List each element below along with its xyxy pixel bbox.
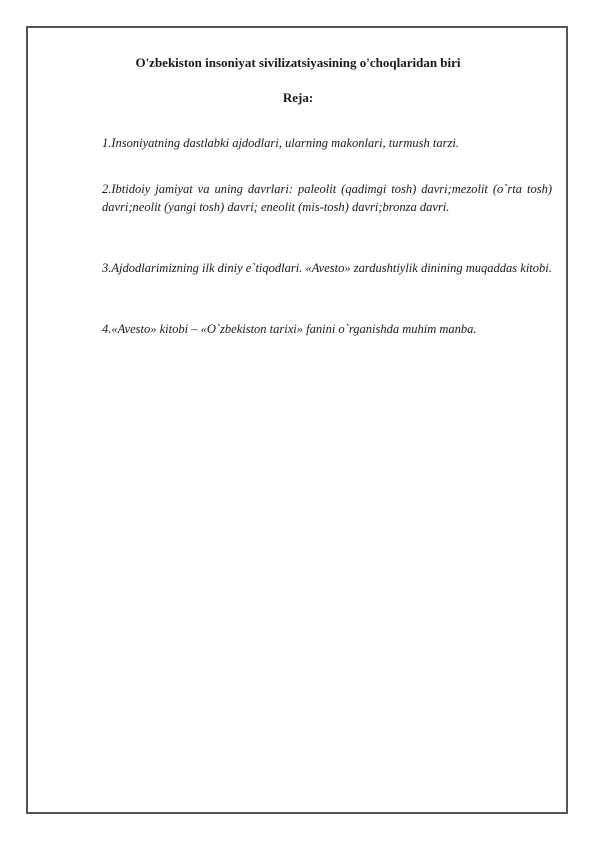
plan-item-1: 1.Insoniyatning dastlabki ajdodlari, ularning makonlari, turmush tarzi. <box>102 136 459 150</box>
document-title: O'zbekiston insoniyat sivilizatsiyasining o'choqlaridan biri <box>135 55 461 70</box>
plan-heading: Reja: <box>282 90 314 105</box>
plan-item-3: 3.Ajdodlarimizning ilk diniy e`tiqodlari. «Avesto» zardushtiylik dinining muqaddas kitobi. <box>102 261 552 275</box>
plan-item-4: 4.«Avesto» kitobi – «O`zbekiston tarixi» fanini o`rganishda muhim manba. <box>102 322 477 336</box>
plan-item-2: 2.Ibtidoiy jamiyat va uning davrlari: paleolit (qadimgi tosh) davri;mezolit (o`rta tosh) davri;neolit (yangi tosh) davri; eneolit (mis-tosh) davri;bronza davri. <box>102 182 552 214</box>
